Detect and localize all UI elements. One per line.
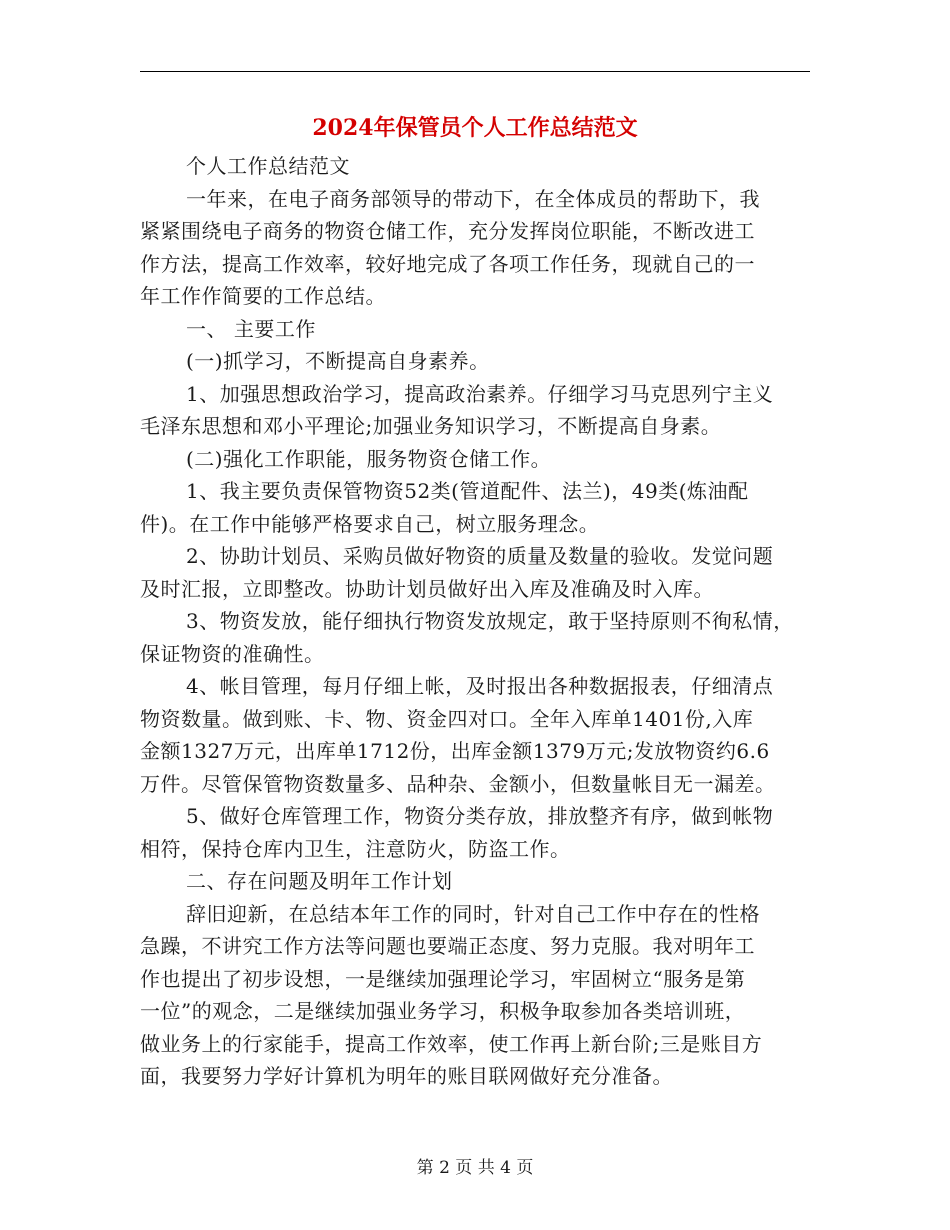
text-line: 一位”的观念，二是继续加强业务学习，积极争取参加各类培训班， [140,999,746,1023]
text-line: 一年来，在电子商务部领导的带动下，在全体成员的帮助下，我 [186,186,760,211]
text-line: 作也提出了初步设想，一是继续加强理论学习，牢固树立“服务是第 [140,966,746,991]
text-line: 3、物资发放，能仔细执行物资发放规定，敢于坚持原则不徇私情， [186,609,794,633]
text-line: 紧紧围绕电子商务的物资仓储工作，充分发挥岗位职能，不断改进工 [140,219,755,243]
text-line: 保证物资的准确性。 [140,641,325,666]
text-line: 面，我要努力学好计算机为明年的账目联网做好充分准备。 [140,1064,673,1088]
header-rule [140,71,810,72]
text-line: 个人工作总结范文 [186,154,350,178]
text-line: 急躁，不讲究工作方法等问题也要端正态度、努力克服。我对明年工 [140,934,755,958]
document-body [140,150,810,1093]
text-line: 1、我主要负责保管物资52类(管道配件、法兰)，49类(炼油配 [186,479,749,503]
text-line: (二)强化工作职能，服务物资仓储工作。 [186,446,552,471]
text-line: 金额1327万元，出库单1712份，出库金额1379万元;发放物资约6.6 [140,739,770,763]
text-line: 及时汇报，立即整改。协助计划员做好出入库及准确及时入库。 [140,576,714,601]
text-line: (一)抓学习，不断提高自身素养。 [186,349,490,373]
page-number: 第 2 页 共 4 页 [416,1158,534,1178]
text-line: 2、协助计划员、采购员做好物资的质量及数量的验收。发觉问题 [186,544,774,568]
text-line: 二、存在问题及明年工作计划 [186,869,453,893]
text-line: 年工作作简要的工作总结。 [140,284,386,308]
text-line: 万件。尽管保管物资数量多、品种杂、金额小，但数量帐目无一漏差。 [140,771,776,796]
text-line: 作方法，提高工作效率，较好地完成了各项工作任务，现就自己的一 [140,251,755,276]
document-title: 2024年保管员个人工作总结范文 [312,115,638,141]
text-line: 毛泽东思想和邓小平理论;加强业务知识学习，不断提高自身素。 [140,414,722,438]
text-line: 5、做好仓库管理工作，物资分类存放，排放整齐有序，做到帐物 [186,804,774,828]
text-line: 一、 主要工作 [186,316,316,341]
text-line: 物资数量。做到账、卡、物、资金四对口。全年入库单1401份,入库 [140,706,754,731]
text-line: 1、加强思想政治学习，提高政治素养。仔细学习马克思列宁主义 [186,381,774,406]
text-line: 辞旧迎新，在总结本年工作的同时，针对自己工作中存在的性格 [186,901,760,926]
text-line: 相符，保持仓库内卫生，注意防火，防盗工作。 [140,836,571,861]
text-line: 4、帐目管理，每月仔细上帐，及时报出各种数据报表，仔细清点 [186,674,774,698]
text-line: 件)。在工作中能够严格要求自己，树立服务理念。 [140,511,600,536]
text-line: 做业务上的行家能手，提高工作效率，使工作再上新台阶;三是账目方 [140,1031,763,1056]
